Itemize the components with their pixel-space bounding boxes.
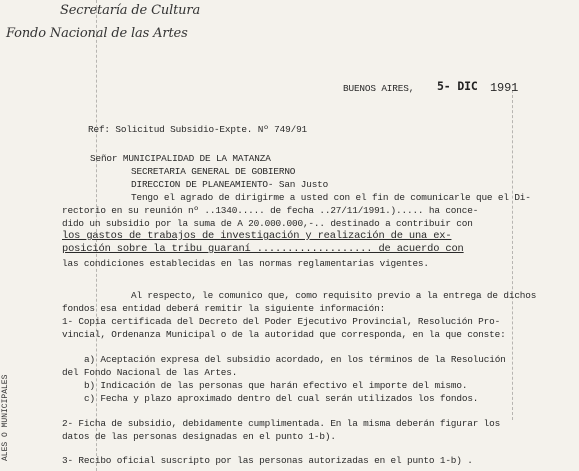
place-label: BUENOS AIRES, xyxy=(343,83,415,94)
date-year: 1991 xyxy=(490,81,519,95)
sub-item-b: b) Indicación de las personas que harán efectivo el importe del mismo. xyxy=(84,380,468,391)
header-fondo: Fondo Nacional de las Artes xyxy=(6,26,188,41)
side-margin-text: ALES O MUNICIPALES xyxy=(1,374,10,461)
recipient-line1: Señor MUNICIPALIDAD DE LA MATANZA xyxy=(90,153,271,164)
paragraph-line: los gastos de trabajos de investigación y realización de una ex- xyxy=(62,230,452,242)
fold-mark xyxy=(512,90,513,420)
recipient-line3: DIRECCION DE PLANEAMIENTO- San Justo xyxy=(131,179,329,190)
paragraph-line: rectorio en su reunión nº ..1340..... de fecha ..27/11/1991.)..... ha conce- xyxy=(62,205,479,216)
header-secretaria: Secretaría de Cultura xyxy=(60,3,201,18)
paragraph-line: las condiciones establecidas en las normas reglamentarias vigentes. xyxy=(62,258,429,269)
list-item-2-cont: datos de las personas designadas en el punto 1-b). xyxy=(62,431,336,442)
paragraph-line: Al respecto, le comunico que, como requisito previo a la entrega de dichos xyxy=(131,290,537,301)
paragraph-line: dido un subsidio por la suma de A 20.000.000,-.. destinado a contribuir con xyxy=(62,218,473,229)
list-item-1-cont: vincial, Ordenanza Municipal o de la autoridad que corresponda, en la que conste: xyxy=(62,329,506,340)
paragraph-line: Tengo el agrado de dirigirme a usted con el fin de comunicarle que el Di- xyxy=(131,192,531,203)
sub-item-c: c) Fecha y plazo aproximado dentro del cual serán utilizados los fondos. xyxy=(84,393,479,404)
list-item-3: 3- Recibo oficial suscripto por las personas autorizadas en el punto 1-b) . xyxy=(62,455,473,466)
sub-item-a-cont: del Fondo Nacional de las Artes. xyxy=(62,367,238,378)
list-item-1: 1- Copia certificada del Decreto del Poder Ejecutivo Provincial, Resolución Pro- xyxy=(62,316,501,327)
recipient-line2: SECRETARIA GENERAL DE GOBIERNO xyxy=(131,166,296,177)
sub-item-a: a) Aceptación expresa del subsidio acordado, en los términos de la Resolución xyxy=(84,354,506,365)
paragraph-line: fondos esa entidad deberá remitir la siguiente información: xyxy=(62,303,386,314)
list-item-2: 2- Ficha de subsidio, debidamente cumplimentada. En la misma deberán figurar los xyxy=(62,418,501,429)
date-stamp: 5- DIC xyxy=(437,79,478,93)
paragraph-line: posición sobre la tribu guaraní ................... de acuerdo con xyxy=(62,243,464,255)
reference: Ref: Solicitud Subsidio-Expte. Nº 749/91 xyxy=(88,124,308,135)
